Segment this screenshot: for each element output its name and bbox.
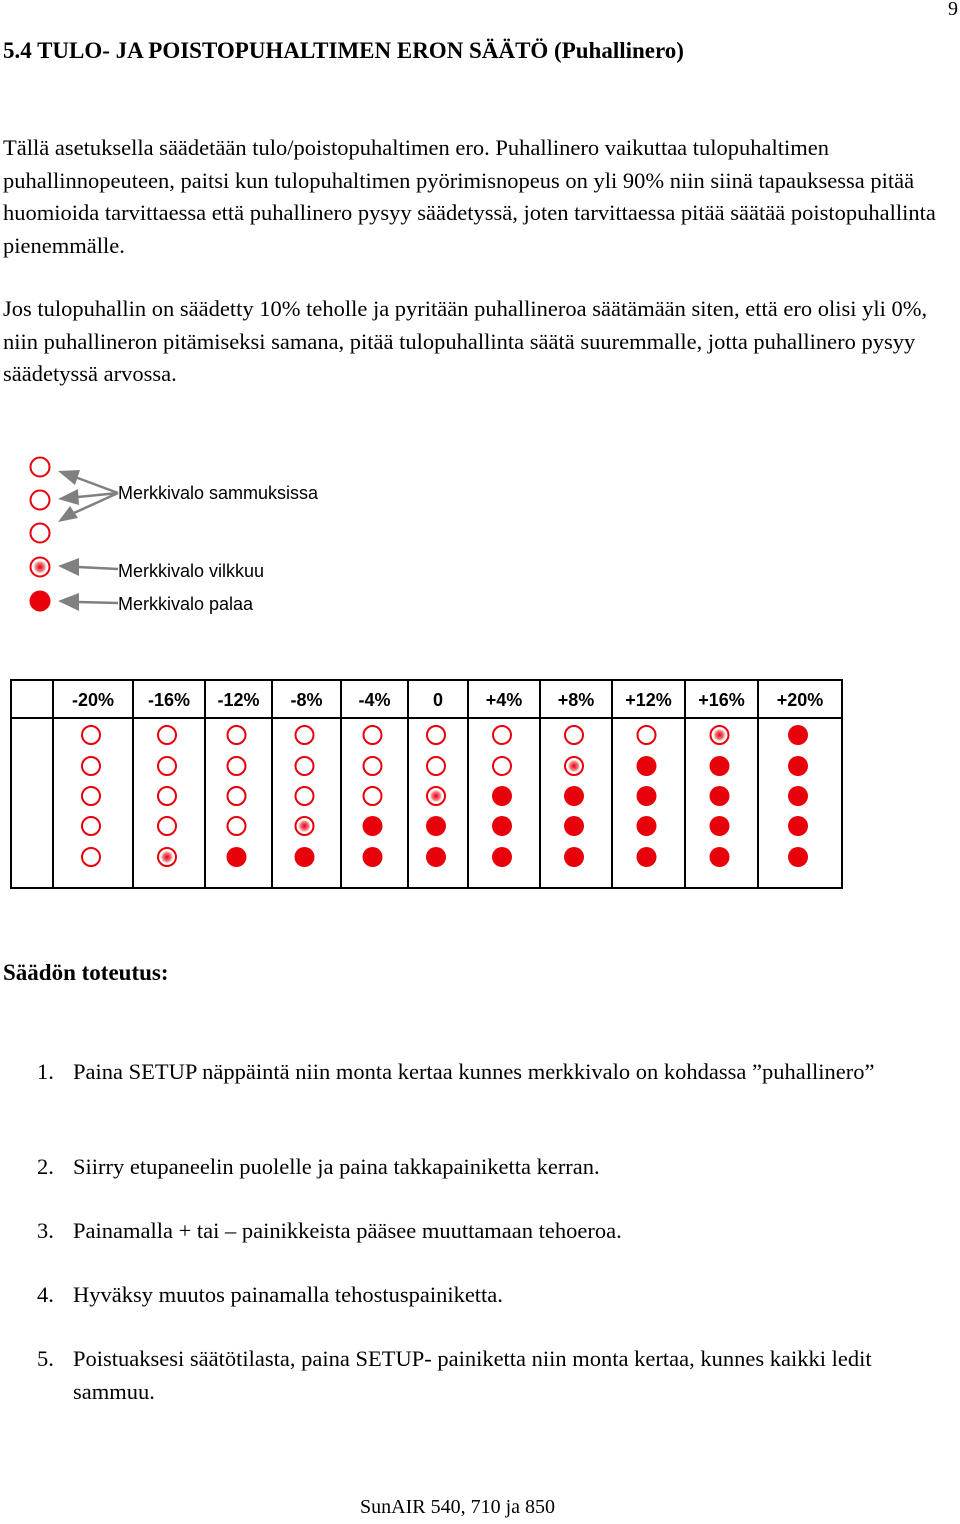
example-paragraph: Jos tulopuhallin on säädetty 10% teholle ja pyritään puhallineroa säätämään siten, että ero olisi yli 0%, niin puhallineron pitämiseksi samana, pitää tulopuhallinta säätä suuremmalle, jotta puhallinero pysyy säädetyssä arvossa. <box>3 296 928 386</box>
led-on-icon <box>710 816 730 836</box>
column-label: -16% <box>147 690 191 710</box>
led-off-icon <box>31 458 50 477</box>
column-label: +12% <box>625 690 672 710</box>
led-off-icon <box>158 757 176 775</box>
led-on-icon <box>788 816 808 836</box>
step-item <box>37 1151 937 1184</box>
column-label: -20% <box>71 690 115 710</box>
led-on-icon <box>788 725 808 745</box>
led-on-icon <box>637 816 657 836</box>
led-off-icon <box>228 726 246 744</box>
page-number: 9 <box>948 0 958 20</box>
led-on-icon <box>227 847 247 867</box>
step-item <box>37 1215 937 1248</box>
led-on-icon <box>710 756 730 776</box>
intro-paragraph: Tällä asetuksella säädetään tulo/poistopuhaltimen ero. Puhallinero vaikuttaa tulopuhaltimen puhallinnopeuteen, paitsi kun tulopuhaltimen pyörimisnopeus on yli 90% niin siinä tapauksessa pitää huomioida tarvittaessa että puhallinero pysyy säädetyssä, joten tarvittaessa pitää säätää poistopuhallinta pienemmälle. <box>3 135 936 258</box>
led-on-icon <box>788 786 808 806</box>
led-off-icon <box>82 817 100 835</box>
column-label: -4% <box>358 690 391 710</box>
led-on-icon <box>363 847 383 867</box>
led-off-icon <box>427 757 445 775</box>
led-off-icon <box>228 787 246 805</box>
led-off-icon <box>158 787 176 805</box>
led-blink-icon <box>565 757 583 775</box>
led-on-icon <box>363 816 383 836</box>
led-on-icon <box>710 847 730 867</box>
led-off-icon <box>228 757 246 775</box>
column-label: -12% <box>217 690 260 710</box>
implementation-heading: Säädön toteutus: <box>3 960 169 985</box>
led-blink-icon <box>427 787 445 805</box>
column-label: +8% <box>557 690 595 710</box>
column-label: -8% <box>290 690 323 710</box>
led-on-icon <box>637 847 657 867</box>
footer-text: SunAIR 540, 710 ja 850 <box>360 1496 555 1518</box>
step-text: Siirry etupaneelin puolelle ja paina takkapainiketta kerran. <box>73 1154 600 1179</box>
column-label: +16% <box>698 690 745 710</box>
led-off-icon <box>364 726 382 744</box>
led-on-icon <box>295 847 315 867</box>
led-on-icon <box>426 847 446 867</box>
led-off-icon <box>638 726 656 744</box>
led-off-icon <box>296 787 314 805</box>
step-number: 3. <box>37 1218 54 1243</box>
step-item <box>37 1279 937 1312</box>
led-off-icon <box>82 787 100 805</box>
led-off-icon <box>493 757 511 775</box>
step-item <box>37 1343 937 1409</box>
led-off-icon <box>82 757 100 775</box>
arrow-icon <box>58 470 118 611</box>
step-text: Hyväksy muutos painamalla tehostuspainiketta. <box>73 1282 503 1307</box>
column-label: +4% <box>485 690 523 710</box>
legend-off-label: Merkkivalo sammuksissa <box>118 483 319 503</box>
led-off-icon <box>493 726 511 744</box>
column-label: 0 <box>432 690 444 710</box>
led-blink-icon <box>158 848 176 866</box>
led-blink-icon <box>711 726 729 744</box>
led-on-icon <box>788 847 808 867</box>
led-on-icon <box>492 786 512 806</box>
led-off-icon <box>158 726 176 744</box>
step-number: 1. <box>37 1059 54 1084</box>
legend-on-label: Merkkivalo palaa <box>118 594 254 614</box>
step-text: Poistuaksesi säätötilasta, paina SETUP- painiketta niin monta kertaa, kunnes kaikki ledit sammuu. <box>73 1346 872 1404</box>
step-text: Painamalla + tai – painikkeista pääsee muuttamaan tehoeroa. <box>73 1218 622 1243</box>
led-off-icon <box>296 726 314 744</box>
led-off-icon <box>427 726 445 744</box>
led-on-icon <box>426 816 446 836</box>
column-label: +20% <box>776 690 824 710</box>
led-off-icon <box>364 787 382 805</box>
led-on-icon <box>637 756 657 776</box>
step-item <box>37 1056 937 1122</box>
led-off-icon <box>565 726 583 744</box>
led-off-icon <box>296 757 314 775</box>
led-blink-icon <box>31 558 50 577</box>
led-on-icon <box>564 786 584 806</box>
led-on-icon <box>788 756 808 776</box>
led-on-icon <box>564 816 584 836</box>
step-text: Paina SETUP näppäintä niin monta kertaa kunnes merkkivalo on kohdassa ”puhallinero” <box>73 1059 875 1084</box>
led-on-icon <box>637 786 657 806</box>
led-blink-icon <box>296 817 314 835</box>
led-on-icon <box>710 786 730 806</box>
led-on-icon <box>492 847 512 867</box>
led-off-icon <box>31 491 50 510</box>
step-number: 5. <box>37 1346 54 1371</box>
led-on-icon <box>30 591 51 612</box>
led-on-icon <box>492 816 512 836</box>
led-table <box>0 670 860 900</box>
step-number: 4. <box>37 1282 54 1307</box>
led-off-icon <box>158 817 176 835</box>
led-off-icon <box>364 757 382 775</box>
led-off-icon <box>82 726 100 744</box>
led-off-icon <box>31 524 50 543</box>
led-off-icon <box>228 817 246 835</box>
section-heading: 5.4 TULO- JA POISTOPUHALTIMEN ERON SÄÄTÖ (Puhallinero) <box>3 38 684 63</box>
step-number: 2. <box>37 1154 54 1179</box>
led-on-icon <box>564 847 584 867</box>
led-off-icon <box>82 848 100 866</box>
legend-blink-label: Merkkivalo vilkkuu <box>118 561 265 581</box>
